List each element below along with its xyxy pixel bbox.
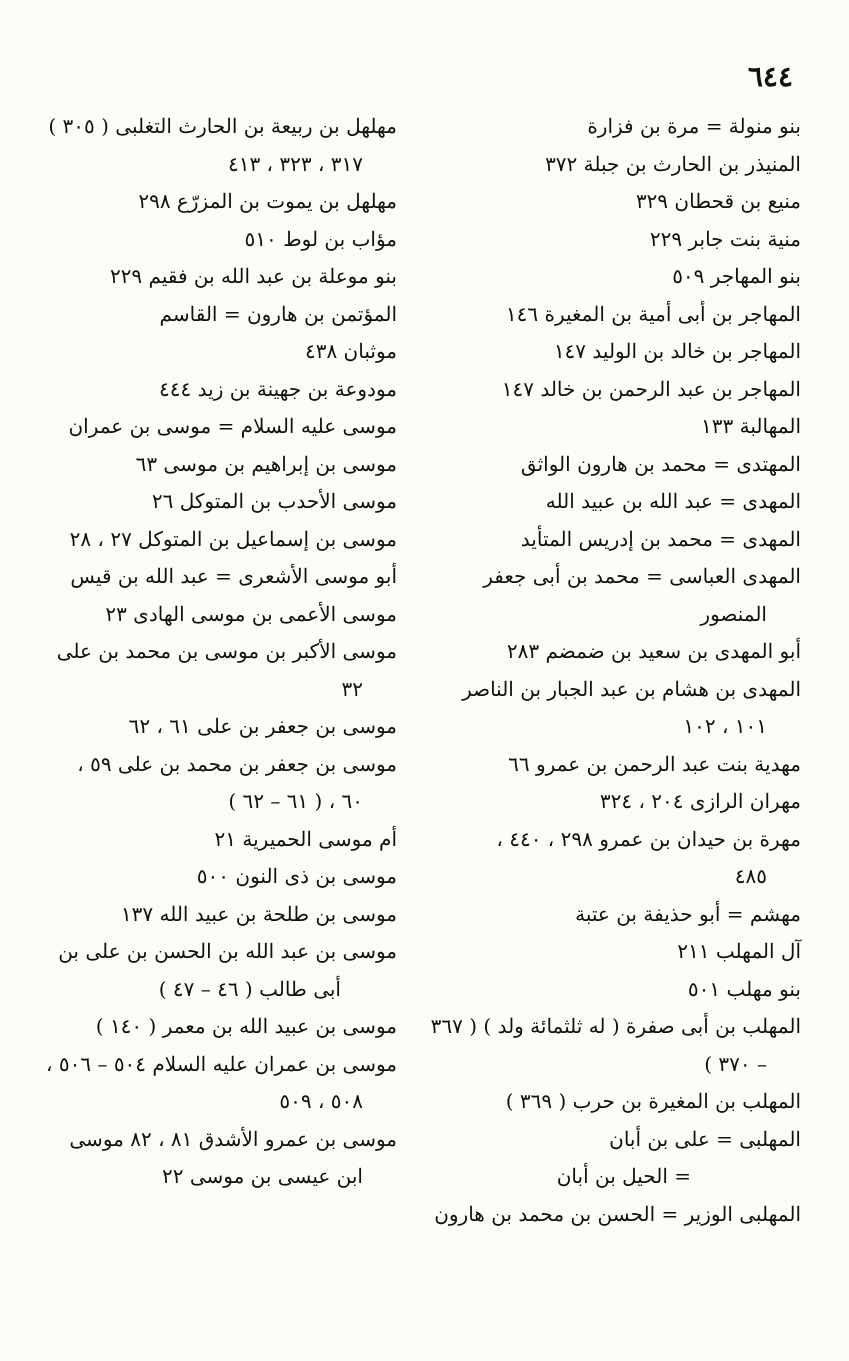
- index-entry-text: موسى بن جعفر بن محمد بن على ٥٩ ،: [77, 751, 397, 776]
- index-entry: [419, 633, 801, 671]
- index-entry-text: المهاجر بن خالد بن الوليد ١٤٧: [553, 339, 801, 363]
- index-entry: [419, 108, 801, 146]
- index-entry-text: المهدى بن هشام بن عبد الجبار بن الناصر: [462, 676, 801, 701]
- index-entry-text: = الحيل بن أبان: [556, 1164, 691, 1188]
- index-entry: [419, 296, 801, 334]
- index-entry: [419, 896, 801, 934]
- index-entry: [419, 1196, 801, 1234]
- index-entry-text: أبو المهدى بن سعيد بن ضمضم ٢٨٣: [506, 639, 801, 663]
- index-entry: [17, 483, 397, 521]
- index-entry: [17, 258, 397, 296]
- index-entry: [17, 183, 397, 221]
- index-entry-text: موسى بن عبد الله بن الحسن بن على بن: [58, 939, 397, 963]
- index-entry: [17, 221, 397, 259]
- index-entry: [419, 333, 801, 371]
- index-entry-text: موثبان ٤٣٨: [304, 339, 397, 363]
- index-entry-text: آل المهلب ٢١١: [677, 939, 801, 963]
- index-entry-text: أم موسى الحميرية ٢١: [214, 826, 397, 851]
- index-entry: [419, 483, 801, 521]
- index-entry: [419, 371, 801, 409]
- index-entry: [17, 108, 397, 183]
- index-entry: [419, 1121, 801, 1159]
- index-entry-text: مهرة بن حيدان بن عمرو ٢٩٨ ، ٤٤٠ ،: [496, 826, 801, 851]
- index-entry-text: مهلهل بن يموت بن المزرّع ٢٩٨: [138, 189, 397, 213]
- index-entry: [419, 746, 801, 784]
- index-entry-text: المهتدى = محمد بن هارون الواثق: [520, 451, 801, 476]
- index-entry: [419, 971, 801, 1009]
- index-entry: [17, 1008, 397, 1046]
- index-entry-text: موسى عليه السلام = موسى بن عمران: [68, 414, 397, 438]
- index-entry-text: بنو منولة = مرة بن فزارة: [587, 114, 801, 138]
- index-entry: [419, 258, 801, 296]
- index-entry: [17, 296, 397, 334]
- index-entry-text: موسى الأكبر بن موسى بن محمد بن على: [56, 639, 397, 663]
- index-entry-text: موسى الأعمى بن موسى الهادى ٢٣: [105, 601, 397, 626]
- index-entry-text: موسى الأحدب بن المتوكل ٢٦: [151, 489, 397, 513]
- index-entry-text: موسى بن ذى النون ٥٠٠: [196, 864, 397, 888]
- index-entry: [17, 558, 397, 596]
- index-entry-text: مؤاب بن لوط ٥١٠: [244, 226, 397, 251]
- index-entry-text: موسى بن جعفر بن على ٦١ ، ٦٢: [128, 714, 397, 738]
- index-entry-text: المؤتمن بن هارون = القاسم: [159, 301, 397, 326]
- index-entry: [419, 1083, 801, 1121]
- index-entry-text: المهلب بن المغيرة بن حرب ( ٣٦٩ ): [505, 1089, 801, 1113]
- index-entry-text: المهلبى = على بن أبان: [609, 1126, 801, 1151]
- index-entry-text: المهاجر بن أبى أمية بن المغيرة ١٤٦: [505, 301, 801, 326]
- index-entry: [17, 821, 397, 859]
- index-entry: [419, 146, 801, 184]
- index-entry-text: مهشم = أبو حذيفة بن عتبة: [575, 901, 801, 926]
- index-entry-text: موسى بن إسماعيل بن المتوكل ٢٧ ، ٢٨: [69, 526, 397, 551]
- index-entry: [419, 1008, 801, 1083]
- index-entry-text: موسى بن طلحة بن عبيد الله ١٣٧: [120, 901, 397, 926]
- index-entry-text: المهالبة ١٣٣: [701, 414, 801, 438]
- index-column-left: [17, 108, 397, 1196]
- index-entry: [419, 221, 801, 259]
- index-entry-continuation: ٥٠٨ ، ٥٠٩: [279, 1089, 363, 1113]
- index-entry-continuation: ابن عيسى بن موسى ٢٢: [161, 1164, 363, 1188]
- index-entry-text: مهران الرازى ٢٠٤ ، ٣٢٤: [599, 789, 801, 813]
- index-entry-text: بنو موعلة بن عبد الله بن فقيم ٢٢٩: [109, 264, 397, 288]
- index-entry: [419, 558, 801, 633]
- index-entry: [419, 933, 801, 971]
- index-entry-continuation: المنصور: [700, 601, 767, 626]
- index-entry: [17, 408, 397, 446]
- index-entry: [419, 521, 801, 559]
- index-entry: [419, 408, 801, 446]
- index-entry-text: موسى بن عبيد الله بن معمر ( ١٤٠ ): [95, 1014, 397, 1038]
- index-entry-text: مودوعة بن جهينة بن زيد ٤٤٤: [159, 376, 397, 401]
- index-entry-text: منيع بن قحطان ٣٢٩: [635, 189, 801, 213]
- index-entry-continuation: ٦٠ ، ( ٦١ – ٦٢ ): [228, 789, 363, 813]
- index-entry: [17, 633, 397, 708]
- index-entry: [17, 446, 397, 484]
- page-number: ٦٤٤: [747, 60, 793, 93]
- index-entry: [17, 858, 397, 896]
- index-entry: [419, 183, 801, 221]
- index-entry: [419, 1158, 801, 1196]
- index-entry-text: بنو مهلب ٥٠١: [687, 976, 801, 1001]
- index-entry-text: موسى بن عمران عليه السلام ٥٠٤ – ٥٠٦ ،: [46, 1051, 397, 1076]
- index-entry-continuation: ٣١٧ ، ٣٢٣ ، ٤١٣: [227, 151, 363, 176]
- index-entry: [17, 371, 397, 409]
- index-entry-text: مهدية بنت عبد الرحمن بن عمرو ٦٦: [508, 751, 801, 776]
- index-entry-text: المهدى = عبد الله بن عبيد الله: [545, 489, 801, 513]
- index-entry-text: المهلبى الوزير = الحسن بن محمد بن هارون: [434, 1201, 801, 1226]
- index-entry: [419, 446, 801, 484]
- index-entry: [17, 521, 397, 559]
- index-entry-continuation: ١٠١ ، ١٠٢: [683, 714, 767, 738]
- index-entry: [17, 896, 397, 934]
- index-entry-text: منية بنت جابر ٢٢٩: [649, 226, 801, 251]
- index-entry: [17, 333, 397, 371]
- index-entry: [17, 708, 397, 746]
- index-entry-text: موسى بن عمرو الأشدق ٨١ ، ٨٢ موسى: [69, 1126, 397, 1151]
- index-entry-text: المنيذر بن الحارث بن جبلة ٣٧٢: [545, 151, 801, 176]
- index-entry-text: المهدى العباسى = محمد بن أبى جعفر: [483, 564, 801, 588]
- index-entry-continuation: أبى طالب ( ٤٦ – ٤٧ ): [158, 976, 341, 1001]
- index-entry: [17, 1046, 397, 1121]
- index-entry-text: أبو موسى الأشعرى = عبد الله بن قيس: [70, 564, 397, 588]
- index-entry: [419, 671, 801, 746]
- index-entry: [17, 596, 397, 634]
- index-entry-text: بنو المهاجر ٥٠٩: [672, 264, 801, 288]
- index-entry-text: مهلهل بن ربيعة بن الحارث التغلبى ( ٣٠٥ ): [48, 114, 397, 138]
- index-entry: [17, 933, 397, 1008]
- index-entry: [17, 746, 397, 821]
- index-entry: [17, 1121, 397, 1196]
- index-column-right: [419, 108, 801, 1233]
- index-entry-text: المهلب بن أبى صفرة ( له ثلثمائة ولد ) ( ٣٦٧: [430, 1014, 801, 1038]
- index-entry-continuation: ٣٢: [341, 676, 363, 701]
- index-entry-continuation: – ٣٧٠ ): [704, 1051, 767, 1076]
- index-entry: [419, 783, 801, 821]
- index-entry: [419, 821, 801, 896]
- index-entry-text: موسى بن إبراهيم بن موسى ٦٣: [135, 451, 397, 476]
- index-entry-text: المهدى = محمد بن إدريس المتأيد: [520, 526, 801, 551]
- index-entry-continuation: ٤٨٥: [734, 864, 767, 888]
- index-entry-text: المهاجر بن عبد الرحمن بن خالد ١٤٧: [501, 376, 801, 401]
